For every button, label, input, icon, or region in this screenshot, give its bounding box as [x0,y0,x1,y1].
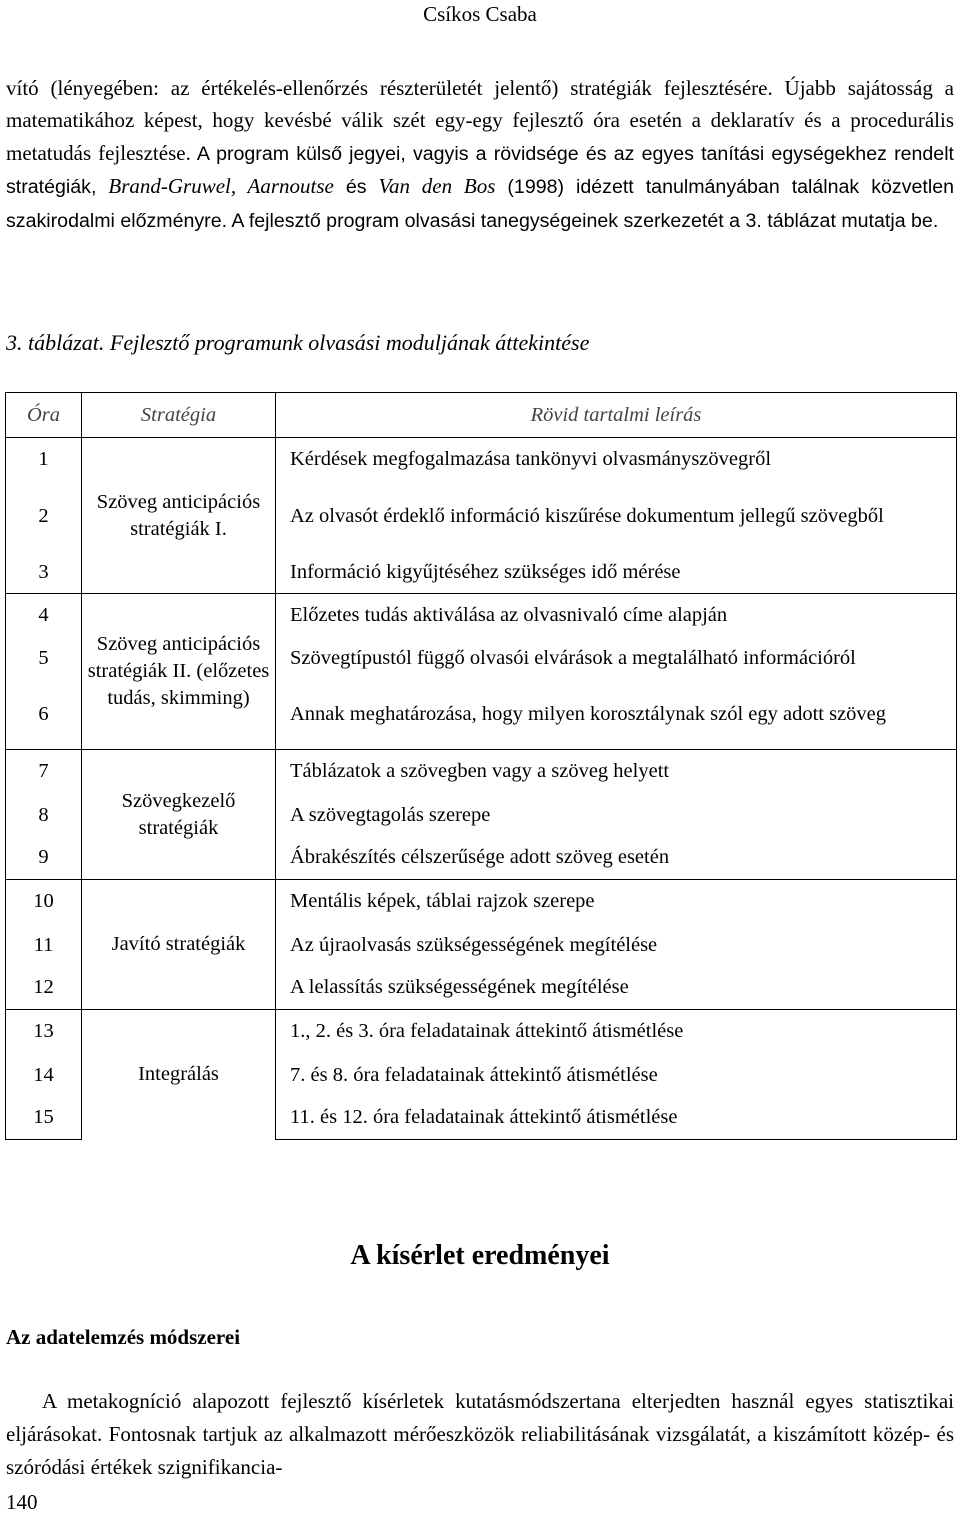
description-cell: Információ kigyűjtéséhez szükséges idő mérése [276,552,957,594]
ora-cell: 12 [6,967,82,1010]
page-number: 140 [6,1490,38,1514]
ora-cell: 8 [6,794,82,837]
header-ora: Óra [6,393,82,438]
ora-cell: 11 [6,924,82,967]
citation-authors-2: Van den Bos [378,174,496,199]
ora-cell: 15 [6,1097,82,1140]
subsection-title: Az adatelemzés módszerei [6,1325,241,1349]
intro-paragraph [6,72,954,237]
ora-cell: 13 [6,1010,82,1054]
description-cell: Kérdések megfogalmazása tankönyvi olvasmányszövegről [276,438,957,482]
description-cell: Előzetes tudás aktiválása az olvasnivaló címe alapján [276,594,957,638]
ora-cell: 7 [6,750,82,794]
description-cell: Az újraolvasás szükségességének megítélése [276,924,957,967]
ora-cell: 4 [6,594,82,638]
program-table [5,392,957,1140]
ora-cell: 10 [6,880,82,924]
body-paragraph: A metakogníció alapozott fejlesztő kísérletek kutatásmódszertana elterjedten használ egyes statisztikai eljárásokat. Fontosnak tartjuk az alkalmazott mérőeszközök reliabilitásának vizsgálatát, a kiszámított közép- és szóródási értékek szignifikancia- [6,1389,954,1479]
description-cell: Ábrakészítés célszerűsége adott szöveg esetén [276,837,957,880]
description-cell: 11. és 12. óra feladatainak áttekintő átismétlése [276,1097,957,1140]
citation-authors-1: Brand-Gruwel, Aarnoutse [108,174,334,199]
description-cell: Az olvasót érdeklő információ kiszűrése dokumentum jellegű szövegből [276,482,957,552]
ora-cell: 3 [6,552,82,594]
strategy-cell: Szövegkezelő stratégiák [82,750,276,880]
intro-and: és [333,176,379,199]
ora-cell: 1 [6,438,82,482]
table-header-row [6,393,957,438]
description-cell: A lelassítás szükségességének megítélése [276,967,957,1010]
running-head: Csíkos Csaba [423,2,537,26]
strategy-cell: Szöveg anticipációs stratégiák I. [82,438,276,594]
table-row [6,594,957,638]
ora-cell: 5 [6,638,82,680]
description-cell: 7. és 8. óra feladatainak áttekintő átismétlése [276,1054,957,1097]
ora-cell: 9 [6,837,82,880]
header-leiras: Rövid tartalmi leírás [276,393,957,438]
section-title: A kísérlet eredményei [350,1240,610,1271]
description-cell: Táblázatok a szövegben vagy a szöveg helyett [276,750,957,794]
intro-text-part2: A program külső jegyei, vagyis a rövidsége és az egyes tanítási egységekhez rendelt stratégiák, [6,142,954,199]
header-strategia: Stratégia [82,393,276,438]
description-cell: Annak meghatározása, hogy milyen korosztálynak szól egy adott szöveg [276,680,957,750]
ora-cell: 2 [6,482,82,552]
strategy-cell: Javító stratégiák [82,880,276,1010]
table-row [6,880,957,924]
description-cell: A szövegtagolás szerepe [276,794,957,837]
table-row [6,1010,957,1054]
table-caption: 3. táblázat. Fejlesztő programunk olvasási moduljának áttekintése [6,330,590,355]
ora-cell: 6 [6,680,82,750]
description-cell: 1., 2. és 3. óra feladatainak áttekintő átismétlése [276,1010,957,1054]
table-row [6,438,957,482]
description-cell: Szövegtípustól függő olvasói elvárások a megtalálható információról [276,638,957,680]
intro-text-part1: vító (lényegében: az értékelés-ellenőrzés részterületét jelentő) stratégiák fejlesztésére. Újabb sajátosság a matematikához képest, hogy kevésbé válik szét egy-egy fejlesztő óra esetén a deklaratív és a procedurális metatudás fejlesztése. [6,76,954,165]
strategy-cell: Integrálás [82,1010,276,1140]
intro-text-part3: (1998) idézett tanulmányában találnak közvetlen szakirodalmi előzményre. A fejlesztő program olvasási tanegységeinek szerkezetét a 3. táblázat mutatja be. [6,176,954,232]
ora-cell: 14 [6,1054,82,1097]
strategy-cell: Szöveg anticipációs stratégiák II. (előzetes tudás, skimming) [82,594,276,750]
description-cell: Mentális képek, táblai rajzok szerepe [276,880,957,924]
table-row [6,750,957,794]
